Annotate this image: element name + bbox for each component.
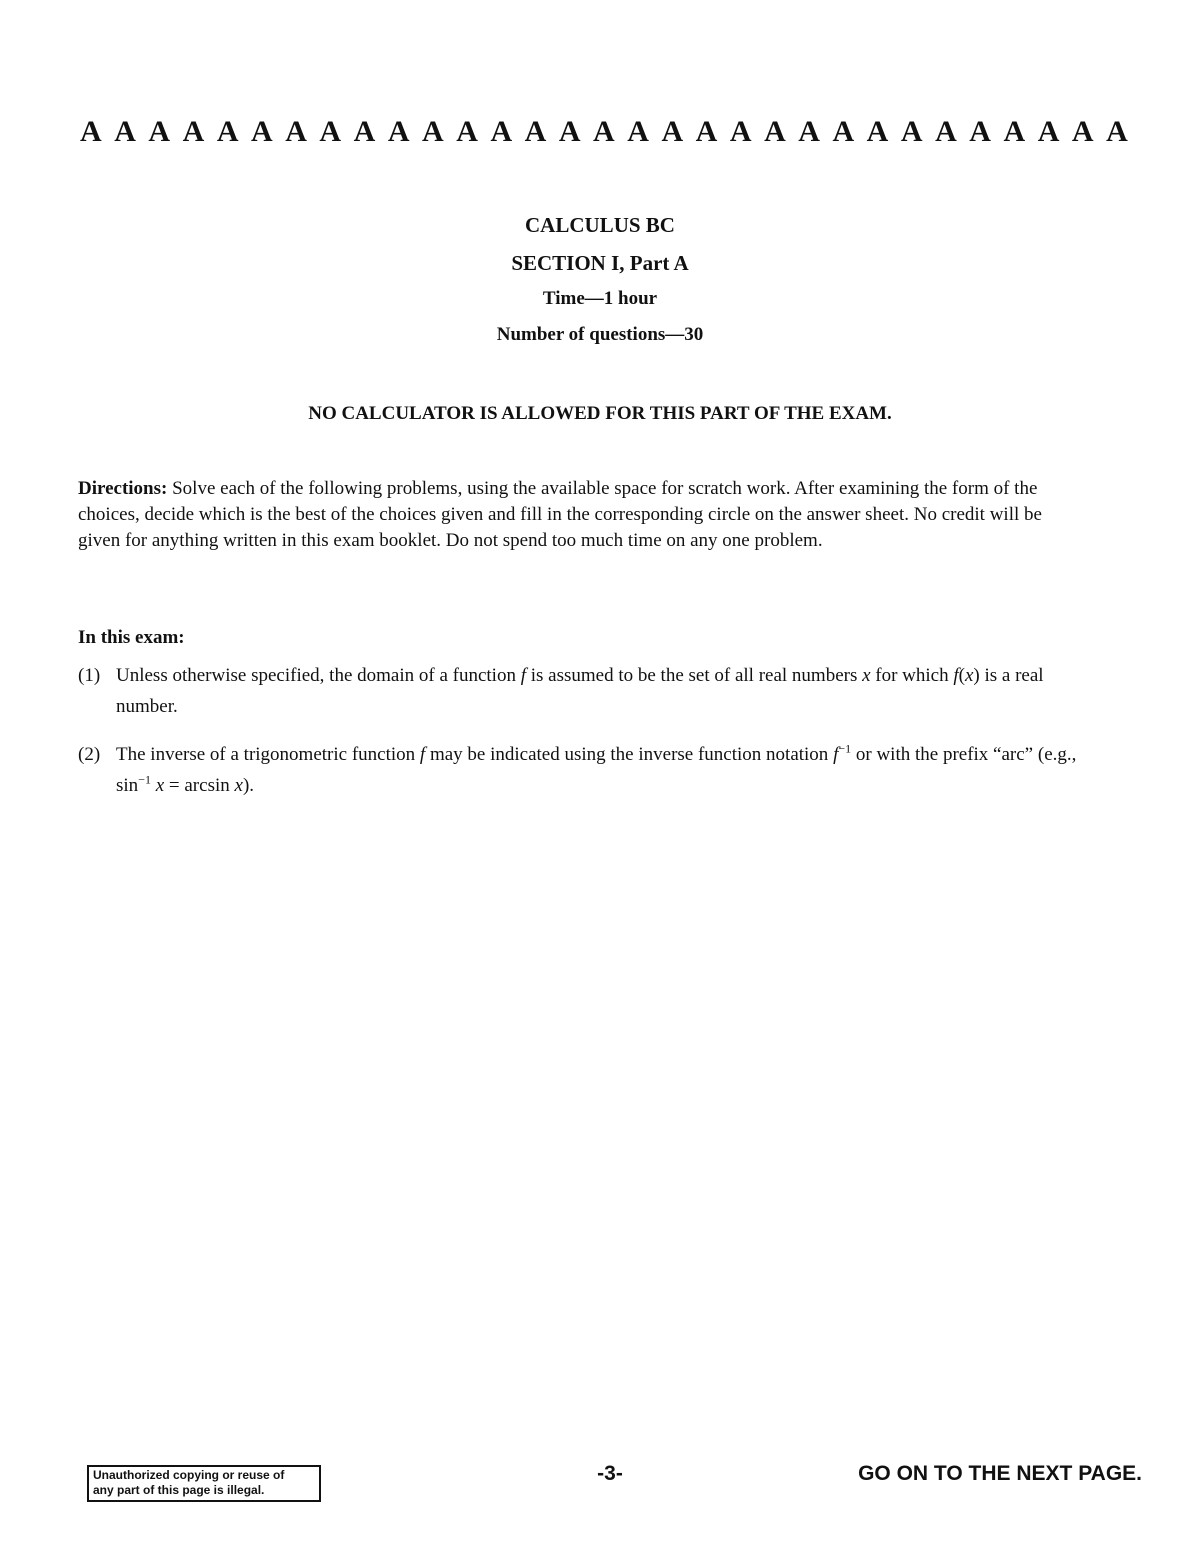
section-letter: A <box>1106 115 1128 148</box>
rule-text-part: The inverse of a trigonometric function <box>116 744 420 765</box>
math-variable: f <box>953 665 959 686</box>
title-block <box>0 210 1200 348</box>
math-variable: f <box>833 744 839 765</box>
rule-text-part: or with the prefix “arc” (e.g., sin <box>116 744 1077 796</box>
section-letter: A <box>1003 115 1026 148</box>
math-variable: x <box>964 665 974 686</box>
rule-text-part: is assumed to be the set of all real numbers <box>525 665 863 686</box>
section-letter: A <box>900 115 923 148</box>
section-letter: A <box>80 115 102 148</box>
section-letter: A <box>490 115 513 148</box>
section-letter: A <box>285 115 307 148</box>
section-letter: A <box>1037 115 1060 148</box>
rule-text-part: ( <box>958 665 965 686</box>
exam-notes-heading: In this exam: <box>78 627 185 648</box>
math-variable: x <box>234 775 243 796</box>
section-letter: A <box>866 115 889 148</box>
math-variable: f <box>419 744 426 765</box>
question-count: Number of questions—30 <box>496 324 704 345</box>
time-limit: Time—1 hour <box>542 288 658 309</box>
section-letter: A <box>935 115 957 148</box>
section-letter: A <box>524 115 547 148</box>
section-title: SECTION I, Part A <box>511 251 689 275</box>
math-variable: x <box>862 665 871 686</box>
section-letter: A <box>661 115 684 148</box>
exam-subject-title: CALCULUS BC <box>525 213 675 237</box>
section-letter: A <box>216 115 239 148</box>
rule-text-part: ). <box>242 775 255 796</box>
section-letter: A <box>422 115 444 148</box>
section-letter: A <box>148 115 171 148</box>
section-letter: A <box>627 115 649 148</box>
directions-text: Solve each of the following problems, using the available space for scratch work. After examining the form of the choices, decide which is the best of the choices given and fill in the corresponding circle on the answer sheet. No credit will be given for anything written in this exam booklet. Do not spend too much time on any one problem. <box>78 478 1042 551</box>
section-letter: A <box>182 115 205 148</box>
rule-text <box>116 660 1078 722</box>
section-letter: A <box>764 115 786 148</box>
section-letter: A <box>114 115 136 148</box>
page-number: -3- <box>597 1462 623 1485</box>
section-letter: A <box>456 115 478 148</box>
rule-text-part: = arcsin <box>164 775 235 796</box>
section-letter: A <box>353 115 376 148</box>
rule-item <box>78 660 1078 722</box>
superscript: −1 <box>838 741 852 756</box>
copyright-notice-box <box>87 1465 321 1502</box>
section-letter: A <box>387 115 410 148</box>
rule-number: (2) <box>78 744 101 765</box>
section-letter: A <box>832 115 855 148</box>
directions-label: Directions: <box>78 478 168 499</box>
section-letter: A <box>695 115 718 148</box>
rule-text-part: ) is a real number. <box>116 665 1044 717</box>
exam-rules-list <box>78 660 1078 818</box>
calculator-warning: NO CALCULATOR IS ALLOWED FOR THIS PART OF THE EXAM. <box>308 403 892 424</box>
next-page-instruction: GO ON TO THE NEXT PAGE. <box>858 1462 1142 1485</box>
directions-paragraph <box>78 476 1078 554</box>
rule-number: (1) <box>78 665 101 686</box>
section-letter: A <box>729 115 752 148</box>
section-letter: A <box>969 115 991 148</box>
rule-text-part: Unless otherwise specified, the domain of a function <box>116 665 521 686</box>
copyright-notice-line: any part of this page is illegal. <box>93 1483 265 1497</box>
rule-item <box>78 739 1078 801</box>
section-letter: A <box>319 115 342 148</box>
copyright-notice-line: Unauthorized copying or reuse of <box>93 1468 285 1482</box>
section-letter: A <box>1071 115 1094 148</box>
section-a-letter-band <box>80 112 1128 152</box>
section-letter: A <box>798 115 820 148</box>
section-letter: A <box>251 115 273 148</box>
section-letter: A <box>558 115 581 148</box>
rule-text-part: for which <box>870 665 954 686</box>
math-variable: f <box>520 665 526 686</box>
rule-text <box>116 739 1078 801</box>
section-letter: A <box>593 115 615 148</box>
rule-text-part: may be indicated using the inverse function notation <box>425 744 834 765</box>
math-variable: x <box>155 775 165 796</box>
superscript: −1 <box>138 772 151 787</box>
